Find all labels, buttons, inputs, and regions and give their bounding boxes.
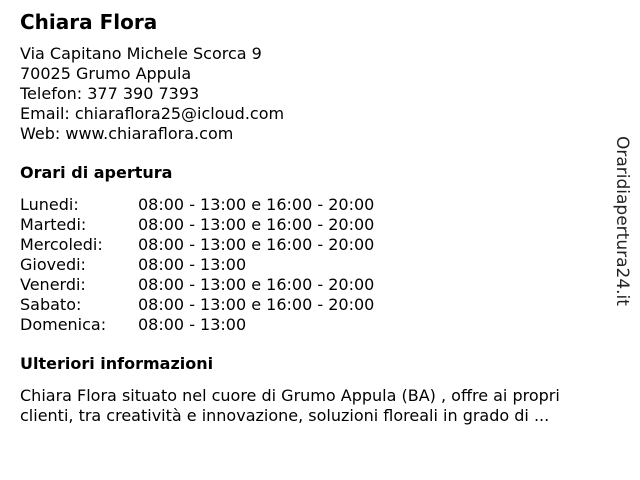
hours-row-sunday bbox=[20, 315, 605, 335]
hours-day: Mercoledi: bbox=[20, 235, 103, 254]
address-street: Via Capitano Michele Scorca 9 bbox=[20, 44, 262, 63]
more-info-line: clienti, tra creatività e innovazione, soluzioni floreali in grado di ... bbox=[20, 406, 550, 425]
hours-time: 08:00 - 13:00 bbox=[138, 255, 247, 274]
phone-text: Telefon: 377 390 7393 bbox=[20, 84, 200, 103]
hours-time: 08:00 - 13:00 e 16:00 - 20:00 bbox=[138, 295, 375, 314]
website-text: Web: www.chiaraflora.com bbox=[20, 124, 234, 143]
opening-hours-heading: Orari di apertura bbox=[20, 163, 173, 182]
more-info-text bbox=[20, 386, 605, 426]
hours-time: 08:00 - 13:00 e 16:00 - 20:00 bbox=[138, 235, 375, 254]
hours-day: Sabato: bbox=[20, 295, 82, 314]
hours-time: 08:00 - 13:00 e 16:00 - 20:00 bbox=[138, 195, 375, 214]
hours-row-monday bbox=[20, 195, 605, 215]
hours-time: 08:00 - 13:00 e 16:00 - 20:00 bbox=[138, 275, 375, 294]
hours-row-friday bbox=[20, 275, 605, 295]
more-info-heading: Ulteriori informazioni bbox=[20, 354, 214, 373]
business-card bbox=[20, 9, 605, 426]
hours-day: Venerdi: bbox=[20, 275, 86, 294]
watermark-text: Oraridiapertura24.it bbox=[612, 136, 632, 306]
hours-row-wednesday bbox=[20, 235, 605, 255]
hours-time: 08:00 - 13:00 bbox=[138, 315, 247, 334]
hours-row-thursday bbox=[20, 255, 605, 275]
hours-row-tuesday bbox=[20, 215, 605, 235]
email-text: Email: chiaraflora25@icloud.com bbox=[20, 104, 285, 123]
hours-day: Giovedi: bbox=[20, 255, 86, 274]
hours-day: Martedi: bbox=[20, 215, 87, 234]
hours-day: Lunedi: bbox=[20, 195, 79, 214]
site-watermark bbox=[612, 136, 632, 306]
contact-block bbox=[20, 44, 605, 144]
hours-day: Domenica: bbox=[20, 315, 107, 334]
business-name: Chiara Flora bbox=[20, 10, 158, 34]
more-info-line: Chiara Flora situato nel cuore di Grumo Appula (BA) , offre ai propri bbox=[20, 386, 560, 405]
hours-time: 08:00 - 13:00 e 16:00 - 20:00 bbox=[138, 215, 375, 234]
address-city: 70025 Grumo Appula bbox=[20, 64, 192, 83]
opening-hours-table bbox=[20, 195, 605, 335]
hours-row-saturday bbox=[20, 295, 605, 315]
